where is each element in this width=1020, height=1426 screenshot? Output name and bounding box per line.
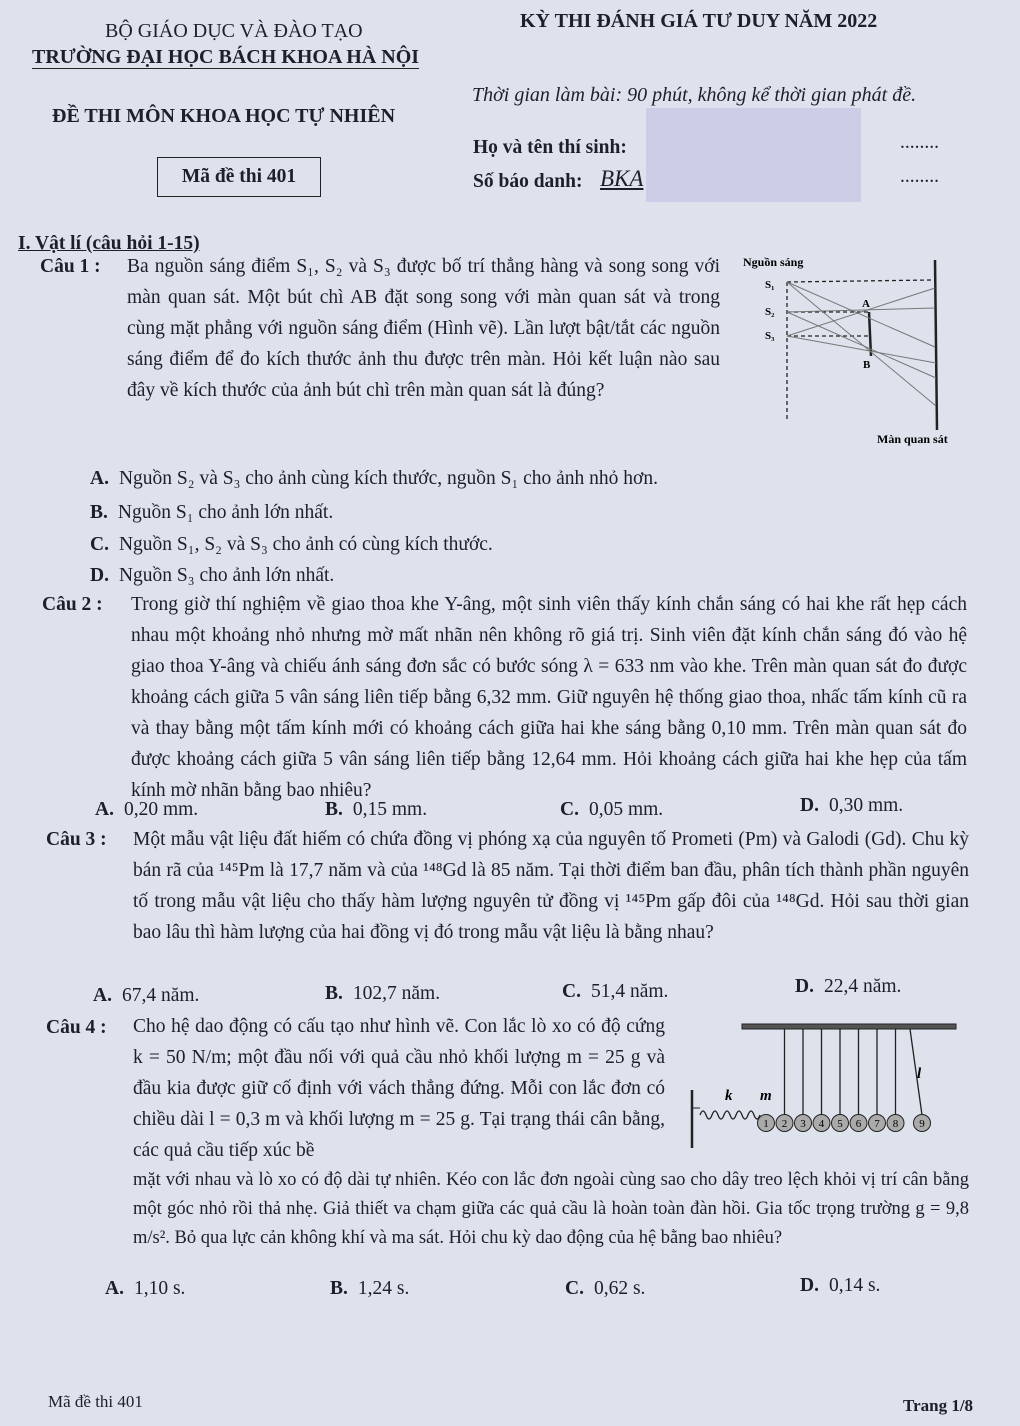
candidate-name-label: Họ và tên thí sinh: bbox=[473, 137, 627, 158]
question-3-option-d[interactable] bbox=[795, 976, 901, 998]
pendulum-ball-number: 2 bbox=[781, 1118, 788, 1130]
option-key: B. bbox=[325, 983, 343, 1004]
pendulum-figure bbox=[680, 1020, 960, 1150]
exam-subject: ĐỀ THI MÔN KHOA HỌC TỰ NHIÊN bbox=[52, 105, 396, 127]
option-key: D. bbox=[795, 976, 814, 997]
option-key: D. bbox=[800, 1275, 819, 1296]
exam-code-box bbox=[157, 157, 321, 197]
option-text: 67,4 năm. bbox=[121, 985, 200, 1006]
option-text: 22,4 năm. bbox=[823, 976, 902, 997]
candidate-id-label: Số báo danh: bbox=[473, 171, 583, 192]
spring-constant-label: k bbox=[725, 1088, 733, 1104]
pendulum-ball-number: 3 bbox=[800, 1118, 806, 1130]
pendulum-ball-number: 9 bbox=[919, 1118, 925, 1130]
section-title: I. Vật lí (câu hỏi 1-15) bbox=[18, 233, 200, 254]
question-3-text: Một mẫu vật liệu đất hiếm có chứa đồng vị phóng xạ của nguyên tố Prometi (Pm) và Galodi (Gd). Chu kỳ bán rã của ¹⁴⁵Pm là 17,7 năm và của ¹⁴⁸Gd là 85 năm. Tại thời điểm ban đầu, phân tích thành phần nguyên tố trong mẫu vật liệu cho thấy hàm lượng nguyên tử đồng vị ¹⁴⁵Pm gấp đôi của ¹⁴⁸Gd. Hỏi sau thời gian bao lâu thì hàm lượng của hai đồng vị đó trong mẫu vật liệu là bằng nhau? bbox=[133, 829, 969, 943]
option-key: D. bbox=[800, 795, 819, 816]
pendulum-ball-number: 1 bbox=[763, 1118, 769, 1130]
option-key: C. bbox=[562, 981, 581, 1002]
option-text: 0,30 mm. bbox=[828, 795, 904, 816]
footer-exam-code: Mã đề thi 401 bbox=[48, 1392, 143, 1411]
option-text: 0,14 s. bbox=[828, 1275, 881, 1296]
question-3-option-c[interactable] bbox=[562, 981, 668, 1003]
figure-a: A bbox=[862, 298, 870, 310]
question-2-option-a[interactable] bbox=[95, 799, 198, 821]
pendulum-ball-number: 4 bbox=[818, 1118, 825, 1130]
question-3-option-a[interactable] bbox=[93, 985, 199, 1007]
question-1-option-d[interactable] bbox=[90, 565, 334, 587]
redaction-blur bbox=[646, 108, 861, 202]
option-key: C. bbox=[560, 799, 579, 820]
question-4-option-d[interactable] bbox=[800, 1275, 880, 1297]
candidate-name-dots: ........ bbox=[900, 132, 939, 153]
option-key: C. bbox=[565, 1278, 584, 1299]
figure-s1: S₁ bbox=[765, 279, 775, 291]
pendulum-ball-number: 8 bbox=[892, 1118, 899, 1130]
question-3-label: Câu 3 : bbox=[46, 829, 107, 850]
pendulum-ball-number: 7 bbox=[874, 1118, 880, 1130]
option-key: D. bbox=[90, 565, 109, 586]
option-key: A. bbox=[90, 468, 109, 489]
footer-page-number: Trang 1/8 bbox=[903, 1396, 974, 1415]
time-note: Thời gian làm bài: 90 phút, không kể thời gian phát đề. bbox=[472, 84, 917, 106]
option-key: B. bbox=[325, 799, 343, 820]
option-text: Nguồn S₃ cho ảnh lớn nhất. bbox=[118, 565, 335, 586]
option-text: 1,10 s. bbox=[133, 1278, 186, 1299]
figure-source-label: Nguồn sáng bbox=[743, 255, 804, 269]
option-text: 51,4 năm. bbox=[590, 981, 669, 1002]
question-2-label: Câu 2 : bbox=[42, 594, 103, 615]
question-1-label: Câu 1 : bbox=[40, 256, 101, 277]
length-label: l bbox=[917, 1066, 922, 1082]
question-1-text: Ba nguồn sáng điểm S₁, S₂ và S₃ được bố trí thẳng hàng và song song với màn quan sát. Một bút chì AB đặt song song với màn quan sát và trong cùng mặt phẳng với nguồn sáng điểm (Hình vẽ). Lần lượt bật/tắt các nguồn sáng điểm để đo kích thước ảnh thu được trên màn. Hỏi kết luận nào sau đây về kích thước của ảnh bút chì trên màn quan sát là đúng? bbox=[127, 256, 720, 401]
university-name: TRƯỜNG ĐẠI HỌC BÁCH KHOA HÀ NỘI bbox=[32, 46, 420, 68]
light-source-figure bbox=[735, 250, 975, 450]
mass-label: m bbox=[760, 1088, 772, 1104]
option-text: 1,24 s. bbox=[357, 1278, 410, 1299]
exam-name: KỲ THI ĐÁNH GIÁ TƯ DUY NĂM 2022 bbox=[520, 10, 878, 32]
candidate-id-handwritten: BKA bbox=[600, 166, 644, 191]
option-text: 0,15 mm. bbox=[352, 799, 428, 820]
figure-screen-label: Màn quan sát bbox=[877, 432, 948, 446]
question-3-option-b[interactable] bbox=[325, 983, 440, 1005]
figure-s2: S₂ bbox=[765, 306, 775, 318]
figure-s3: S₃ bbox=[765, 330, 775, 342]
candidate-id-dots: ........ bbox=[900, 166, 939, 187]
option-text: Nguồn S₁ cho ảnh lớn nhất. bbox=[117, 502, 334, 523]
option-key: A. bbox=[105, 1278, 124, 1299]
option-key: C. bbox=[90, 534, 109, 555]
question-4-text-part1: Cho hệ dao động có cấu tạo như hình vẽ. Con lắc lò xo có độ cứng k = 50 N/m; một đầu nối với quả cầu nhỏ khối lượng m = 25 g và đầu kia được giữ cố định với vách thẳng đứng. Mỗi con lắc đơn có chiều dài l = 0,3 m và khối lượng m = 25 g. Tại trạng thái cân bằng, các quả cầu tiếp xúc bề bbox=[133, 1016, 665, 1161]
question-2-option-c[interactable] bbox=[560, 799, 663, 821]
exam-code: Mã đề thi 401 bbox=[181, 166, 297, 187]
question-1-option-c[interactable] bbox=[90, 534, 493, 556]
option-text: 0,20 mm. bbox=[123, 799, 199, 820]
figure-b: B bbox=[863, 359, 871, 371]
question-4-text-part2: mặt với nhau và lò xo có độ dài tự nhiên. Kéo con lắc đơn ngoài cùng sao cho dây treo lệch khỏi vị trí cân bằng một góc nhỏ rồi thả nhẹ. Giả thiết va chạm giữa các quả cầu là hoàn toàn đàn hồi. Gia tốc trọng trường g = 9,8 m/s². Bỏ qua lực cản không khí và ma sát. Hỏi chu kỳ dao động của hệ bằng bao nhiêu? bbox=[133, 1170, 969, 1248]
option-text: 0,62 s. bbox=[593, 1278, 646, 1299]
question-2-option-b[interactable] bbox=[325, 799, 427, 821]
option-text: 0,05 mm. bbox=[588, 799, 664, 820]
question-4-option-c[interactable] bbox=[565, 1278, 645, 1300]
ministry-name: BỘ GIÁO DỤC VÀ ĐÀO TẠO bbox=[105, 20, 363, 42]
question-4-label: Câu 4 : bbox=[46, 1017, 107, 1038]
option-key: A. bbox=[95, 799, 114, 820]
question-1-option-b[interactable] bbox=[90, 502, 333, 524]
option-text: Nguồn S₂ và S₃ cho ảnh cùng kích thước, nguồn S₁ cho ảnh nhỏ hơn. bbox=[118, 468, 658, 489]
question-1-option-a[interactable] bbox=[90, 468, 658, 490]
question-4-option-a[interactable] bbox=[105, 1278, 185, 1300]
question-2-text: Trong giờ thí nghiệm về giao thoa khe Y-âng, một sinh viên thấy kính chắn sáng có hai khe rất hẹp cách nhau một khoảng nhỏ nhưng mờ mất nhãn nên không rõ giá trị. Sinh viên đặt kính chắn sáng đó vào hệ giao thoa Y-âng và chiếu ánh sáng đơn sắc có bước sóng λ = 633 nm vào khe. Trên màn quan sát đo được khoảng cách giữa 5 vân sáng liên tiếp bằng 6,32 mm. Giữ nguyên hệ thống giao thoa, nhấc tấm kính cũ ra và thay bằng một tấm kính mới có khoảng cách giữa hai khe sáng bằng 0,10 mm. Trên màn quan sát đo được khoảng cách giữa 5 vân sáng liên tiếp bằng 12,64 mm. Hỏi khoảng cách giữa hai khe hẹp của tấm kính mờ nhãn bằng bao nhiêu? bbox=[131, 594, 967, 801]
option-text: Nguồn S₁, S₂ và S₃ cho ảnh có cùng kích thước. bbox=[118, 534, 493, 555]
option-text: 102,7 năm. bbox=[352, 983, 441, 1004]
pendulum-ball-number: 5 bbox=[837, 1118, 843, 1130]
pendulum-ball-number: 6 bbox=[855, 1118, 862, 1130]
option-key: B. bbox=[330, 1278, 348, 1299]
option-key: B. bbox=[90, 502, 108, 523]
option-key: A. bbox=[93, 985, 112, 1006]
question-2-option-d[interactable] bbox=[800, 795, 903, 817]
question-4-option-b[interactable] bbox=[330, 1278, 409, 1300]
